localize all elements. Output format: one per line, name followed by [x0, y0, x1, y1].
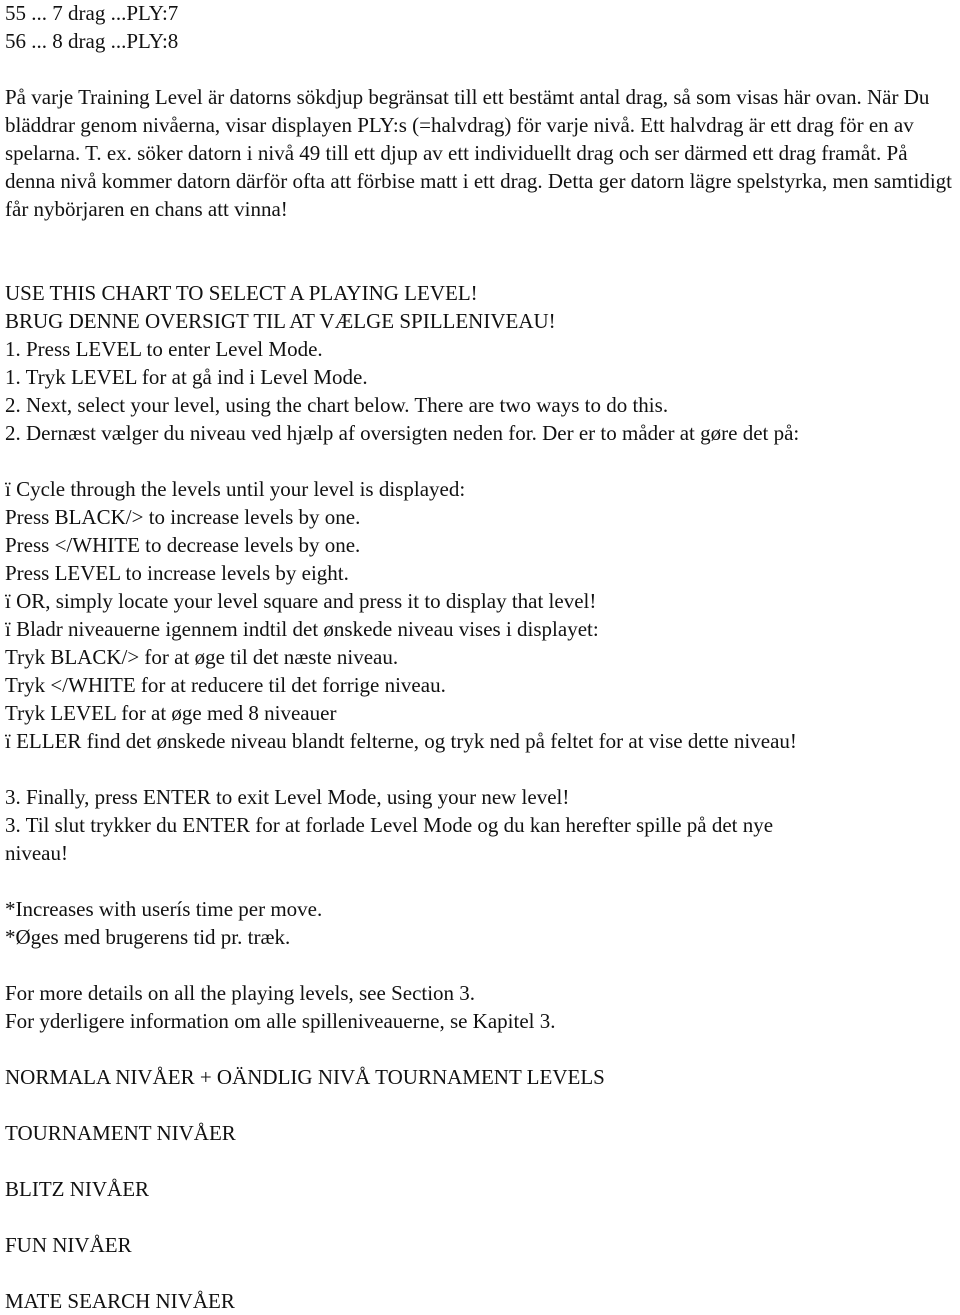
document-page — [5, 0, 957, 1315]
cycle-instruction: ï Cycle through the levels until your level is displayed: — [5, 477, 466, 501]
cycle-instruction: Press BLACK/> to increase levels by one. — [5, 505, 361, 529]
cycle-instruction: ï ELLER find det ønskede niveau blandt felterne, og tryk ned på feltet for at vise dette niveau! — [5, 729, 797, 753]
instruction-step: 1. Press LEVEL to enter Level Mode. — [5, 337, 323, 361]
spacer — [5, 223, 957, 251]
finally-step: niveau! — [5, 841, 68, 865]
spacer — [5, 447, 957, 475]
instruction-step: 1. Tryk LEVEL for at gå ind i Level Mode. — [5, 365, 368, 389]
cycle-instruction: Tryk BLACK/> for at øge til det næste niveau. — [5, 645, 399, 669]
details-reference: For more details on all the playing levels, see Section 3. — [5, 981, 476, 1005]
spacer — [5, 867, 957, 895]
cycle-instruction: ï OR, simply locate your level square and press it to display that level! — [5, 589, 597, 613]
ply-line: 56 ... 8 drag ...PLY:8 — [5, 29, 179, 53]
spacer — [5, 251, 957, 279]
swedish-paragraph: På varje Training Level är datorns sökdjup begränsat till ett bestämt antal drag, så som visas här ovan. När Du bläddrar genom nivåerna, visar displayen PLY:s (=halvdrag) för varje nivå. Ett halvdrag är ett drag för en av spelarna. T. ex. söker datorn i nivå 49 till ett djup av ett individuellt drag och ser därmed ett drag framåt. På denna nivå kommer datorn därför ofta att förbise matt i ett drag. Detta ger datorn lägre spelstyrka, men samtidigt får nybörjaren en chans att vinna! — [5, 85, 953, 221]
cycle-instruction: Press </WHITE to decrease levels by one. — [5, 533, 361, 557]
instruction-step: 2. Dernæst vælger du niveau ved hjælp af oversigten neden for. Der er to måder at gøre det på: — [5, 421, 800, 445]
level-heading: FUN NIVÅER — [5, 1233, 132, 1257]
level-heading: NORMALA NIVÅER + OÄNDLIG NIVÅ TOURNAMENT LEVELS — [5, 1065, 605, 1089]
cycle-instruction: ï Bladr niveauerne igennem indtil det ønskede niveau vises i displayet: — [5, 617, 599, 641]
chart-instruction-heading: USE THIS CHART TO SELECT A PLAYING LEVEL! — [5, 281, 478, 305]
level-heading: MATE SEARCH NIVÅER — [5, 1289, 235, 1313]
cycle-instruction: Tryk </WHITE for at reducere til det forrige niveau. — [5, 673, 446, 697]
spacer — [5, 1091, 957, 1119]
spacer — [5, 1203, 957, 1231]
details-reference: For yderligere information om alle spilleniveauerne, se Kapitel 3. — [5, 1009, 556, 1033]
ply-line: 55 ... 7 drag ...PLY:7 — [5, 1, 179, 25]
level-heading: BLITZ NIVÅER — [5, 1177, 150, 1201]
cycle-instruction: Tryk LEVEL for at øge med 8 niveauer — [5, 701, 337, 725]
spacer — [5, 1147, 957, 1175]
spacer — [5, 1035, 957, 1063]
finally-step: 3. Finally, press ENTER to exit Level Mode, using your new level! — [5, 785, 570, 809]
chart-instruction-heading-danish: BRUG DENNE OVERSIGT TIL AT VÆLGE SPILLENIVEAU! — [5, 309, 556, 333]
spacer — [5, 755, 957, 783]
instruction-step: 2. Next, select your level, using the chart below. There are two ways to do this. — [5, 393, 669, 417]
level-heading: TOURNAMENT NIVÅER — [5, 1121, 236, 1145]
footnote: *Increases with userís time per move. — [5, 897, 323, 921]
footnote: *Øges med brugerens tid pr. træk. — [5, 925, 291, 949]
cycle-instruction: Press LEVEL to increase levels by eight. — [5, 561, 349, 585]
spacer — [5, 55, 957, 83]
spacer — [5, 1259, 957, 1287]
spacer — [5, 951, 957, 979]
finally-step: 3. Til slut trykker du ENTER for at forlade Level Mode og du kan herefter spille på det nye — [5, 813, 774, 837]
